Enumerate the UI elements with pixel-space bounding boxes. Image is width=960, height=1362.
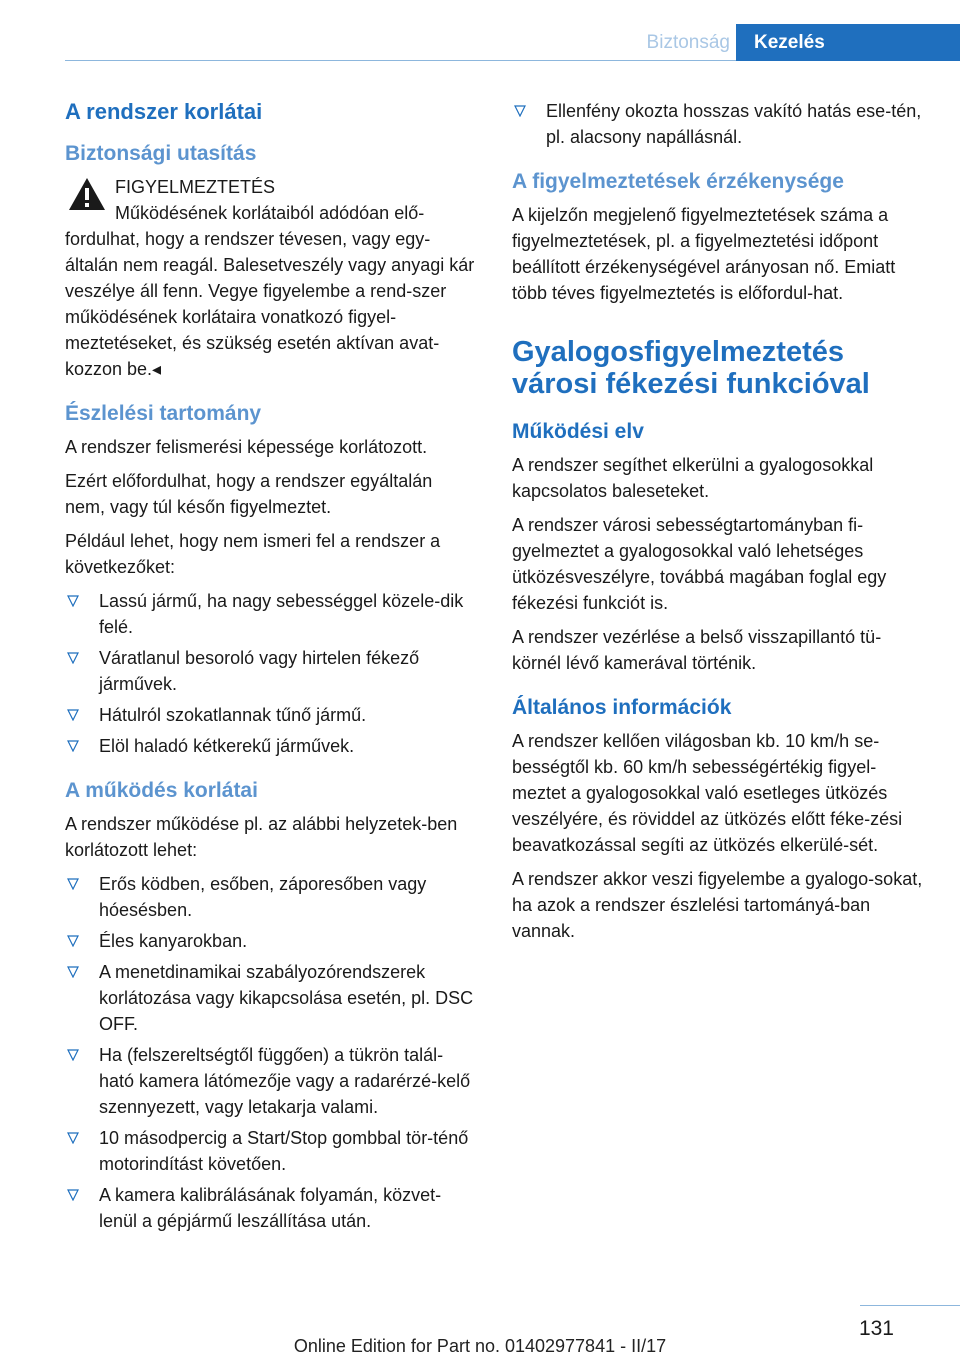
list-item-text: Váratlanul besoroló vagy hirtelen fékező járművek. — [99, 648, 420, 694]
limits-list — [65, 871, 477, 1234]
list-item — [65, 702, 477, 728]
list-item-text: Ha (felszereltségtől függően) a tükrön talál-ható kamera látómezője vagy a radarérzé-kelő szennyezett, vagy letakarja valami. — [99, 1045, 471, 1117]
detection-list — [65, 588, 477, 759]
sensitivity-paragraph: A kijelzőn megjelenő figyelmeztetések száma a figyelmeztetések, pl. a figyelmeztetési időpont beállított érzékenységével arányosan nő. Emiatt több téves figyelmeztetés is előfordul-hat. — [512, 205, 896, 303]
detection-paragraph-3: Például lehet, hogy nem ismeri fel a rendszer a következőket: — [65, 531, 441, 577]
right-column — [512, 98, 924, 952]
bullet-triangle-icon — [67, 1049, 79, 1061]
list-item-text: A menetdinamikai szabályozórendszerek korlátozása vagy kikapcsolása esetén, pl. DSC OFF. — [99, 962, 474, 1034]
list-item — [512, 98, 924, 150]
list-item-text: Éles kanyarokban. — [99, 931, 248, 951]
principle-paragraph-3: A rendszer vezérlése a belső visszapillantó tü-körnél lévő kamerával történik. — [512, 627, 882, 673]
bullet-triangle-icon — [514, 105, 526, 117]
bullet-triangle-icon — [67, 1132, 79, 1144]
list-item — [65, 1182, 477, 1234]
principle-paragraph-1: A rendszer segíthet elkerülni a gyalogosokkal kapcsolatos baleseteket. — [512, 455, 874, 501]
limits-paragraph: A rendszer működése pl. az alábbi helyzetek-ben korlátozott lehet: — [65, 814, 458, 860]
left-column — [65, 98, 477, 1242]
footer-rule — [860, 1305, 960, 1306]
list-item — [65, 733, 477, 759]
list-item — [65, 928, 477, 954]
main-title: Gyalogosfigyelmeztetés városi fékezési funkcióval — [512, 336, 870, 400]
general-paragraph-1: A rendszer kellően világosban kb. 10 km/h se-bességtől kb. 60 km/h sebességértékig figyel-meztet a gyalogosokkal való esetleges ütközés veszélyére, és röviddel az ütközés előtt féke-zési beavatkozással segíti az ütközés elkerülé-sét. — [512, 731, 903, 855]
warning-heading: FIGYELMEZTETÉS — [115, 177, 276, 197]
list-item — [65, 1125, 477, 1177]
list-item-text: Ellenfény okozta hosszas vakító hatás ese-tén, pl. alacsony napállásnál. — [546, 101, 922, 147]
tab-biztonsag[interactable]: Biztonság — [646, 32, 730, 53]
warning-text-first-line: Működésének korlátaiból adódóan elő- — [115, 203, 425, 223]
warning-text: fordulhat, hogy a rendszer tévesen, vagy egy-általán nem reagál. Balesetveszély vagy anyagi kár veszélye áll fenn. Vegye figyelembe a rend-szer működésének korlátaira vonatkozó figyel-meztetéseket, és szükség esetén aktívan avat-kozzon be.◂ — [65, 229, 475, 379]
bullet-triangle-icon — [67, 1189, 79, 1201]
limits-list-continued — [512, 98, 924, 150]
page-number: 131 — [858, 1317, 894, 1340]
list-item-text: Erős ködben, esőben, záporesőben vagy hóesésben. — [99, 874, 427, 920]
list-item — [65, 588, 477, 640]
safety-title: Biztonsági utasítás — [65, 142, 257, 165]
general-title: Általános információk — [512, 696, 732, 719]
bullet-triangle-icon — [67, 935, 79, 947]
list-item-text: Hátulról szokatlannak tűnő jármű. — [99, 705, 367, 725]
list-item — [65, 645, 477, 697]
detection-paragraph-2: Ezért előfordulhat, hogy a rendszer egyáltalán nem, vagy túl későn figyelmeztet. — [65, 471, 433, 517]
bullet-triangle-icon — [67, 878, 79, 890]
list-item-text: Lassú jármű, ha nagy sebességgel közele-dik felé. — [99, 591, 464, 637]
list-item — [65, 959, 477, 1037]
bullet-triangle-icon — [67, 966, 79, 978]
general-paragraph-2: A rendszer akkor veszi figyelembe a gyalogo-sokat, ha azok a rendszer észlelési tartományá-ban vannak. — [512, 869, 923, 941]
page-header — [65, 24, 960, 61]
bullet-triangle-icon — [67, 709, 79, 721]
detection-paragraph-1: A rendszer felismerési képessége korlátozott. — [65, 437, 428, 457]
limits-title: A működés korlátai — [65, 779, 258, 802]
list-item-text: A kamera kalibrálásának folyamán, közvet-lenül a gépjármű leszállítása után. — [99, 1185, 442, 1231]
warning-triangle-icon — [67, 176, 107, 212]
detection-title: Észlelési tartomány — [65, 402, 262, 425]
tab-kezeles[interactable]: Kezelés — [736, 24, 960, 61]
section-title: A rendszer korlátai — [65, 99, 263, 124]
edition-note: Online Edition for Part no. 01402977841 - II/17 — [293, 1336, 667, 1356]
bullet-triangle-icon — [67, 652, 79, 664]
list-item-text: 10 másodpercig a Start/Stop gombbal tör-ténő motorindítást követően. — [99, 1128, 469, 1174]
list-item — [65, 1042, 477, 1120]
list-item — [65, 871, 477, 923]
bullet-triangle-icon — [67, 740, 79, 752]
list-item-text: Elöl haladó kétkerekű járművek. — [99, 736, 355, 756]
bullet-triangle-icon — [67, 595, 79, 607]
warning-block — [65, 174, 477, 382]
principle-paragraph-2: A rendszer városi sebességtartományban fi-gyelmeztet a gyalogosokkal való lehetséges ütközésveszélyre, továbbá magában foglal egy fékezési funkciót is. — [512, 515, 887, 613]
sensitivity-title: A figyelmeztetések érzékenysége — [512, 170, 844, 193]
principle-title: Működési elv — [512, 420, 644, 443]
